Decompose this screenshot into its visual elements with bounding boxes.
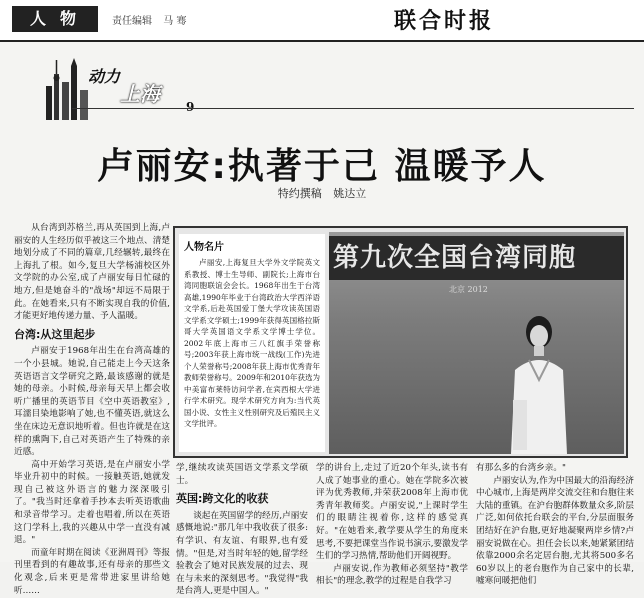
profile-text: 卢丽安,上海复旦大学外文学院英文系教授、博士生导师、副院长;上海市台湾同胞联谊会会长。1968年出生于台湾高雄,1990年毕业于台湾政治大学西洋语文学系,后赴英国爱丁堡大学攻读英国语文学系文学硕士;1999年获得英国格拉斯哥大学英国语文学系文学博士学位。2002年底上海市三八红旗手荣誉称号;2003年获上海市统一战线(工作)先进个人荣誉称号;2008年获上海市优秀青年教师荣誉称号。2009年和2010年获选为中美富布莱特访问学者,在宾西根大学进行学术研究。现学术研究方向为:当代英国小说、女性主义性别研究及后殖民主义文学批评。 — [184, 258, 320, 428]
event-backdrop-subtext: 北京 2012 — [449, 285, 488, 294]
bottom-column-2 — [316, 462, 468, 588]
paragraph: 而童年时期在阅读《亚洲周刊》等报刊里看到的有趣故事,还有母亲的那些文化观念,后来更是常带进家里讲给她听…… — [14, 547, 170, 596]
section-heading-uk: 英国:跨文化的收获 — [176, 492, 269, 506]
photo-feature — [173, 226, 628, 458]
column-number: 9 — [186, 100, 195, 114]
paragraph: 学的讲台上,走过了近20个年头,读书有人成了她事业的重心。她在学院多次被评为优秀教师,并荣获2008年上海市优秀青年教师奖。卢丽安说,"上课时学生们的眼睛注视着你,这样的感觉真好。"在她看来,教学要从学生的角度来思考,不要把课堂当作说书演示,要激发学生们的学习热情,帮助他们开阔视野。 — [316, 463, 468, 562]
profile-card — [179, 234, 325, 452]
byline — [0, 185, 644, 201]
paragraph: 学,继续攻读英国语文学系文学硕士。 — [176, 463, 308, 486]
portrait-photo — [329, 232, 624, 454]
paragraph: 卢丽安于1968年出生在台湾高雄的一个小县城。她说,自己能走上今天这条英语语言文学研究之路,最该感谢的就是她的母亲。小时候,母亲每天早上都会收听广播里的英语节目《空中英语教室》,耳濡目染地影响了她,也不懂英语,就这么坐在床边无意识地听着。但也许就是在这样的熏陶下,自己对英语产生了特殊的亲近感。 — [14, 346, 170, 458]
column-title-line2: 上海 — [120, 82, 160, 106]
paragraph: 卢丽安说,作为教师必须坚持"教学相长"的理念,教学的过程是自我学习 — [316, 563, 468, 587]
editor-credit — [112, 12, 186, 27]
byline-label: 特约撰稿 — [277, 187, 322, 200]
bottom-column-1 — [176, 462, 308, 598]
section-heading-taiwan: 台湾:从这里起步 — [14, 327, 96, 341]
paragraph: 有那么多的台湾乡亲。" — [476, 463, 566, 473]
paragraph: 卢丽安认为,作为中国最大的沿海经济中心城市,上海是两岸交流交往和台胞往来大陆的重镇。在沪台胞群体数量众多,阶层广泛,如何依托台联会的平台,分层面服务团结好在沪台胞,更好地凝聚两岸乡情?卢丽安说做在心。担任会长以来,她紧紧团结依靠2000余名定居台胞,尤其将500多名60岁以上的老台胞作为自己家中的长辈,嘘寒问暖把他们 — [476, 475, 634, 587]
event-backdrop-banner: 第九次全国台湾同胞 — [329, 236, 624, 280]
column-rule — [72, 108, 634, 109]
person-figure — [509, 310, 569, 454]
newspaper-name: 联合时报 — [393, 8, 494, 34]
intro-paragraph: 从台湾到苏格兰,再从英国到上海,卢丽安的人生经历似乎被这三个地点、清楚地划分成了不同的篇章,几经辗转,最终在上海扎了根。如今,复旦大学杨浦校区外文学院的办公室,成了卢丽安每日忙碌的地方,但是她奋斗的"战场"却远不局限于此。在她看来,只有不断实现自我的价值,才能更好地传递力量、予人温暖。 — [14, 223, 170, 322]
left-column — [14, 222, 170, 597]
byline-author: 姚达立 — [333, 187, 367, 200]
section-tab: 人物 — [12, 6, 98, 32]
paragraph: 谈起在英国留学的经历,卢丽安感慨地说:"那几年中我收获了很多:有学识、有友谊、有眼界,也有爱情。"但是,对当时年轻的她,留学经验教会了她对民族发展的过去、现在与未来的深刻思考。"我觉得"我是台湾人,更是中国人。" — [176, 510, 308, 597]
editor-label: 责任编辑 — [112, 16, 152, 27]
bottom-column-3 — [476, 462, 634, 588]
paragraph: 高中开始学习英语,是在卢丽安小学毕业升初中的时候。一接触英语,她就发现自己被这外语言的魅力深深吸引了。"我当时还拿着手抄本去听英语歌曲和录音带学习。走着也唱着,所以在英语这门学科上,我的兴趣从中学一直没有减退。" — [14, 459, 170, 546]
profile-title: 人物名片 — [184, 242, 224, 253]
column-title-line1: 动力 — [88, 67, 121, 86]
article-headline: 卢丽安:执著于己 温暖予人 — [97, 146, 547, 187]
page-header — [0, 0, 644, 42]
editor-name: 马 骞 — [163, 16, 187, 27]
